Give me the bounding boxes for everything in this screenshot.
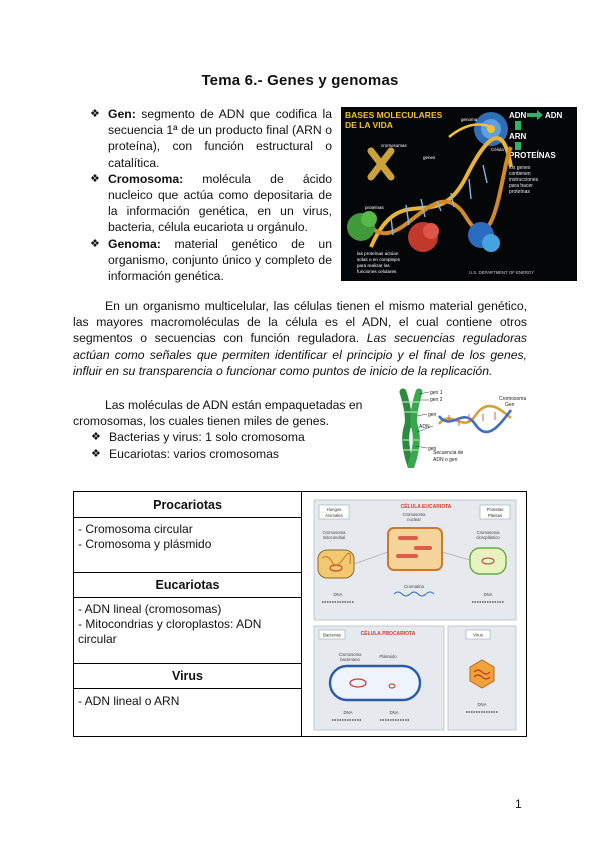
page-title: Tema 6.- Genes y genomas <box>201 72 399 89</box>
dna-packaging-section <box>73 397 385 462</box>
diamond-bullet-icon: ❖ <box>90 108 100 120</box>
paragraph-italic: Las secuencias reguladoras actúan como señales que permiten identificar el principio y el final de los genes, influir en su transparencia o funcionar como puntos de inicio de la replicación. <box>73 331 527 378</box>
chloroplast-shape <box>470 548 506 574</box>
definitions-list <box>90 106 332 284</box>
list-item: ❖ Bacterias y virus: 1 solo cromosoma <box>91 430 305 445</box>
note-line: contienen <box>509 171 531 177</box>
chromosome-shape <box>403 392 411 466</box>
definition-cromosoma <box>90 171 332 236</box>
svg-text:Cromosoma: Cromosoma <box>476 530 500 535</box>
svg-text:Cromosoma: Cromosoma <box>338 652 362 657</box>
note-line: proteínas <box>509 189 530 195</box>
label-celula: Célula <box>491 147 504 152</box>
adn-label-right: ADN <box>545 111 563 120</box>
hero-heading: BASES MOLECULARES <box>345 110 443 120</box>
hero-heading-2: DE LA VIDA <box>345 120 393 130</box>
label-adn: ADN <box>419 424 430 430</box>
svg-text:cloroplástico: cloroplástico <box>476 535 500 540</box>
table-header-eucariotas: Eucariotas <box>74 572 301 598</box>
bacterium-shape <box>330 666 420 700</box>
page-number: 1 <box>515 797 522 811</box>
label-animales: Animales <box>325 513 343 518</box>
table-cell-virus <box>74 694 301 709</box>
note-line: funciones celulares <box>357 269 397 274</box>
definition-text: material genético de un organismo, conjunto único y completo de información genética. <box>108 236 332 284</box>
table-header-virus: Virus <box>74 663 301 689</box>
genome-comparison-table <box>73 491 527 737</box>
definition-text: segmento de ADN que codifica la secuencia 1ª de un producto final (ARN o proteína), con función estructural o catalítica. <box>108 107 332 170</box>
label-plantas: Plantas <box>487 513 503 518</box>
label-virus: Virus <box>473 632 483 638</box>
note-line: instrucciones <box>509 177 539 183</box>
svg-text:Plásmido: Plásmido <box>379 654 397 659</box>
svg-text:nuclear: nuclear <box>407 517 421 522</box>
definition-term: Cromosoma: <box>108 171 184 186</box>
diamond-bullet-icon: ❖ <box>91 431 101 444</box>
svg-text:DNA: DNA <box>483 592 493 597</box>
label-cromosomas: cromosomas <box>381 143 407 148</box>
label-bacterias: Bacterias <box>323 632 341 638</box>
table-left-column <box>74 492 302 736</box>
diamond-bullet-icon: ❖ <box>91 447 101 460</box>
svg-text:DNA: DNA <box>333 592 343 597</box>
definition-gen <box>90 106 332 171</box>
table-cell-procariotas <box>74 522 301 552</box>
image-credit: U.S. DEPARTMENT OF ENERGY <box>469 270 535 275</box>
eukaryote-title: CÉLULA EUCARIOTA <box>400 504 452 510</box>
label-gen: gen <box>428 412 437 418</box>
molecular-bases-image <box>341 107 577 281</box>
adn-label-left: ADN <box>509 111 527 120</box>
list-item: ❖ Eucariotas: varios cromosomas <box>91 446 280 461</box>
table-cell-eucariotas <box>74 602 301 647</box>
diamond-bullet-icon: ❖ <box>90 172 100 185</box>
svg-text:Cromosoma: Cromosoma <box>402 512 426 517</box>
label-secuencia: Secuencia de <box>433 450 464 456</box>
label-gen2: gen 2 <box>430 397 443 403</box>
dna-intro-text: Las moléculas de ADN están empaquetadas en cromosomas, los cuales tienen miles de genes. <box>73 398 363 429</box>
note-line: las proteínas actúan <box>357 251 399 256</box>
label-genoma: genoma <box>461 117 478 122</box>
svg-text:bacteriano: bacteriano <box>340 657 360 662</box>
note-line: solas o en complejos <box>357 257 400 262</box>
svg-text:mitocondrial: mitocondrial <box>322 535 346 540</box>
proteinas-label: PROTEÍNAS <box>509 151 556 160</box>
note-line: los genes <box>509 165 531 171</box>
arrow-down-icon <box>515 121 521 130</box>
label-gen1: gen 1 <box>430 390 443 396</box>
label-genes: genes <box>423 155 436 160</box>
table-item: - Cromosoma circular <box>78 522 193 536</box>
definition-term: Gen: <box>108 107 136 121</box>
paragraph-genetic-material <box>73 298 527 379</box>
note-line: para hacer <box>509 183 533 189</box>
label-proteinas: proteínas <box>365 205 384 210</box>
arn-label: ARN <box>509 132 527 141</box>
label-secuencia-2: ADN o gen <box>433 457 458 463</box>
arrow-down-icon <box>515 142 521 150</box>
svg-text:DNA: DNA <box>477 702 487 707</box>
label-cromosoma: Cromosoma <box>499 396 527 402</box>
label-gen-tag: Gen <box>505 402 515 408</box>
table-item: - Cromosoma y plásmido <box>78 537 212 551</box>
table-item: - Mitocondrias y cloroplastos: ADN circular <box>78 617 262 646</box>
svg-text:Cromatina: Cromatina <box>404 584 424 589</box>
label-hongos: Hongos <box>326 507 342 512</box>
table-item: - ADN lineal (cromosomas) <box>78 602 222 616</box>
label-gen-lower: gen <box>428 446 437 452</box>
prokaryote-title: CÉLULA PROCARIOTA <box>360 631 416 637</box>
definition-genoma <box>90 236 332 285</box>
svg-text:Cromosoma: Cromosoma <box>322 530 346 535</box>
chromosome-gene-figure <box>389 388 527 468</box>
table-header-procariotas: Procariotas <box>74 492 301 518</box>
label-protistas: Protistas <box>486 507 504 512</box>
definition-text: molécula de ácido nucleico que actúa como depositaria de la información genética, en un virus, bacteria, célula eucariota u orgánulo. <box>108 171 332 235</box>
svg-text:DNA: DNA <box>389 710 399 715</box>
definition-term: Genoma: <box>108 236 161 251</box>
note-line: para realizar las <box>357 263 390 268</box>
cell-types-figure <box>302 492 526 736</box>
diamond-bullet-icon: ❖ <box>90 237 100 250</box>
mitochondrion-shape <box>318 550 354 578</box>
table-item: - ADN lineal o ARN <box>78 694 180 708</box>
dna-bullet-list <box>73 429 385 461</box>
paragraph-plain: En un organismo multicelular, las células tienen el mismo material genético, las mayores macromoléculas de la célula es el ADN, el cual contiene otros segmentos o secuencias con función reguladora. <box>73 299 527 346</box>
svg-text:DNA: DNA <box>343 710 353 715</box>
